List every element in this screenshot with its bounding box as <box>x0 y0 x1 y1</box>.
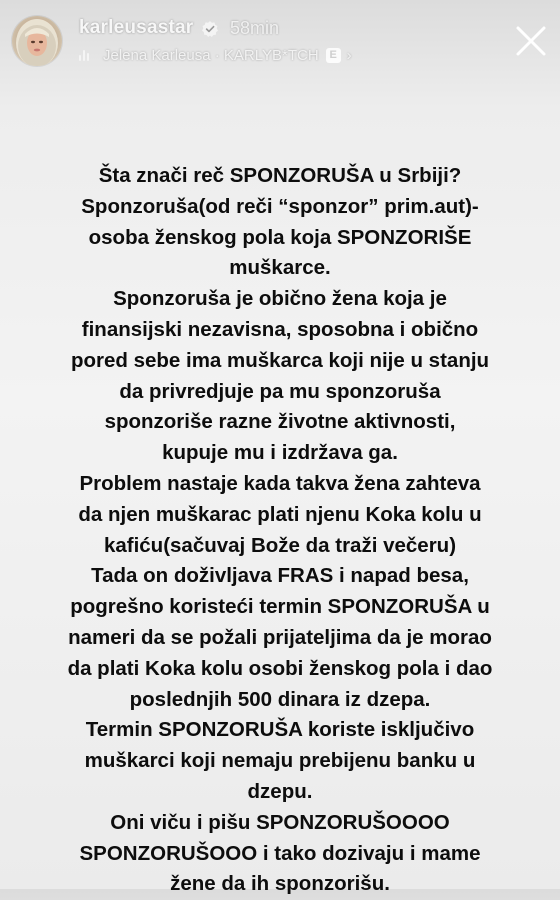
story-text-block <box>12 161 548 900</box>
close-icon[interactable] <box>514 24 548 58</box>
story-text-line: žene da ih sponzorišu. <box>170 872 390 896</box>
story-text-line: da plati Koka kolu osobi ženskog pola i dao <box>67 656 493 680</box>
story-text-line: SPONZORUŠOOO i tako dozivaju i mame <box>79 841 481 865</box>
story-text-line: osoba ženskog pola koja SPONZORIŠE <box>88 225 472 249</box>
story-text-line: sponzoriše razne životne aktivnosti, <box>104 410 456 434</box>
story-text-line: dzepu. <box>247 779 313 803</box>
story-header <box>0 0 560 80</box>
avatar-image <box>12 16 62 66</box>
story-text-line: da privredjuje pa mu sponzoruša <box>119 379 441 403</box>
story-text-line: kupuje mu i izdržava ga. <box>162 441 398 465</box>
story-text-line: Šta znači reč SPONZORUŠA u Srbiji? <box>98 164 462 187</box>
story-text-line: kafiću(sačuvaj Bože da traži večeru) <box>103 533 457 557</box>
music-sticker[interactable] <box>79 45 352 65</box>
username[interactable]: karleusastar <box>79 17 194 38</box>
story-text-line: muškarce. <box>229 256 331 280</box>
story-text-line: pored sebe ima muškarca koji nije u stanju <box>70 348 490 372</box>
explicit-badge: E <box>326 48 341 63</box>
chevron-right-icon: › <box>346 46 352 64</box>
avatar[interactable] <box>12 16 62 66</box>
story-text-line: nameri da se požali prijateljima da je morao <box>68 625 492 649</box>
story-text-line: Tada on doživljava FRAS i napad besa, <box>91 564 469 588</box>
story-text-line: Oni viču i pišu SPONZORUŠOOOO <box>110 810 450 834</box>
story-text-line: Sponzoruša je obično žena koja je <box>113 287 447 311</box>
story-text-line: muškarci koji nemaju prebijenu banku u <box>84 749 476 773</box>
story-text-line: finansijski nezavisna, sposobna i obično <box>81 317 479 341</box>
story-text-line: da njen muškarac plati njenu Koka kolu u <box>78 502 482 526</box>
story-text-line: pogrešno koristeći termin SPONZORUŠA u <box>70 595 490 619</box>
music-title: Jelena Karleusa · KARLYB*TCH <box>103 46 319 64</box>
story-text-line: poslednjih 500 dinara iz dzepa. <box>129 687 431 711</box>
story-text-line: Sponzoruša(od reči “sponzor” prim.aut)- <box>81 194 479 218</box>
story-text-line: Termin SPONZORUŠA koriste isključivo <box>85 718 475 742</box>
verified-badge-icon <box>201 20 219 38</box>
post-time: 58min <box>230 18 280 38</box>
story-text-line: Problem nastaje kada takva žena zahteva <box>79 471 481 495</box>
sound-bars-icon <box>79 49 93 61</box>
